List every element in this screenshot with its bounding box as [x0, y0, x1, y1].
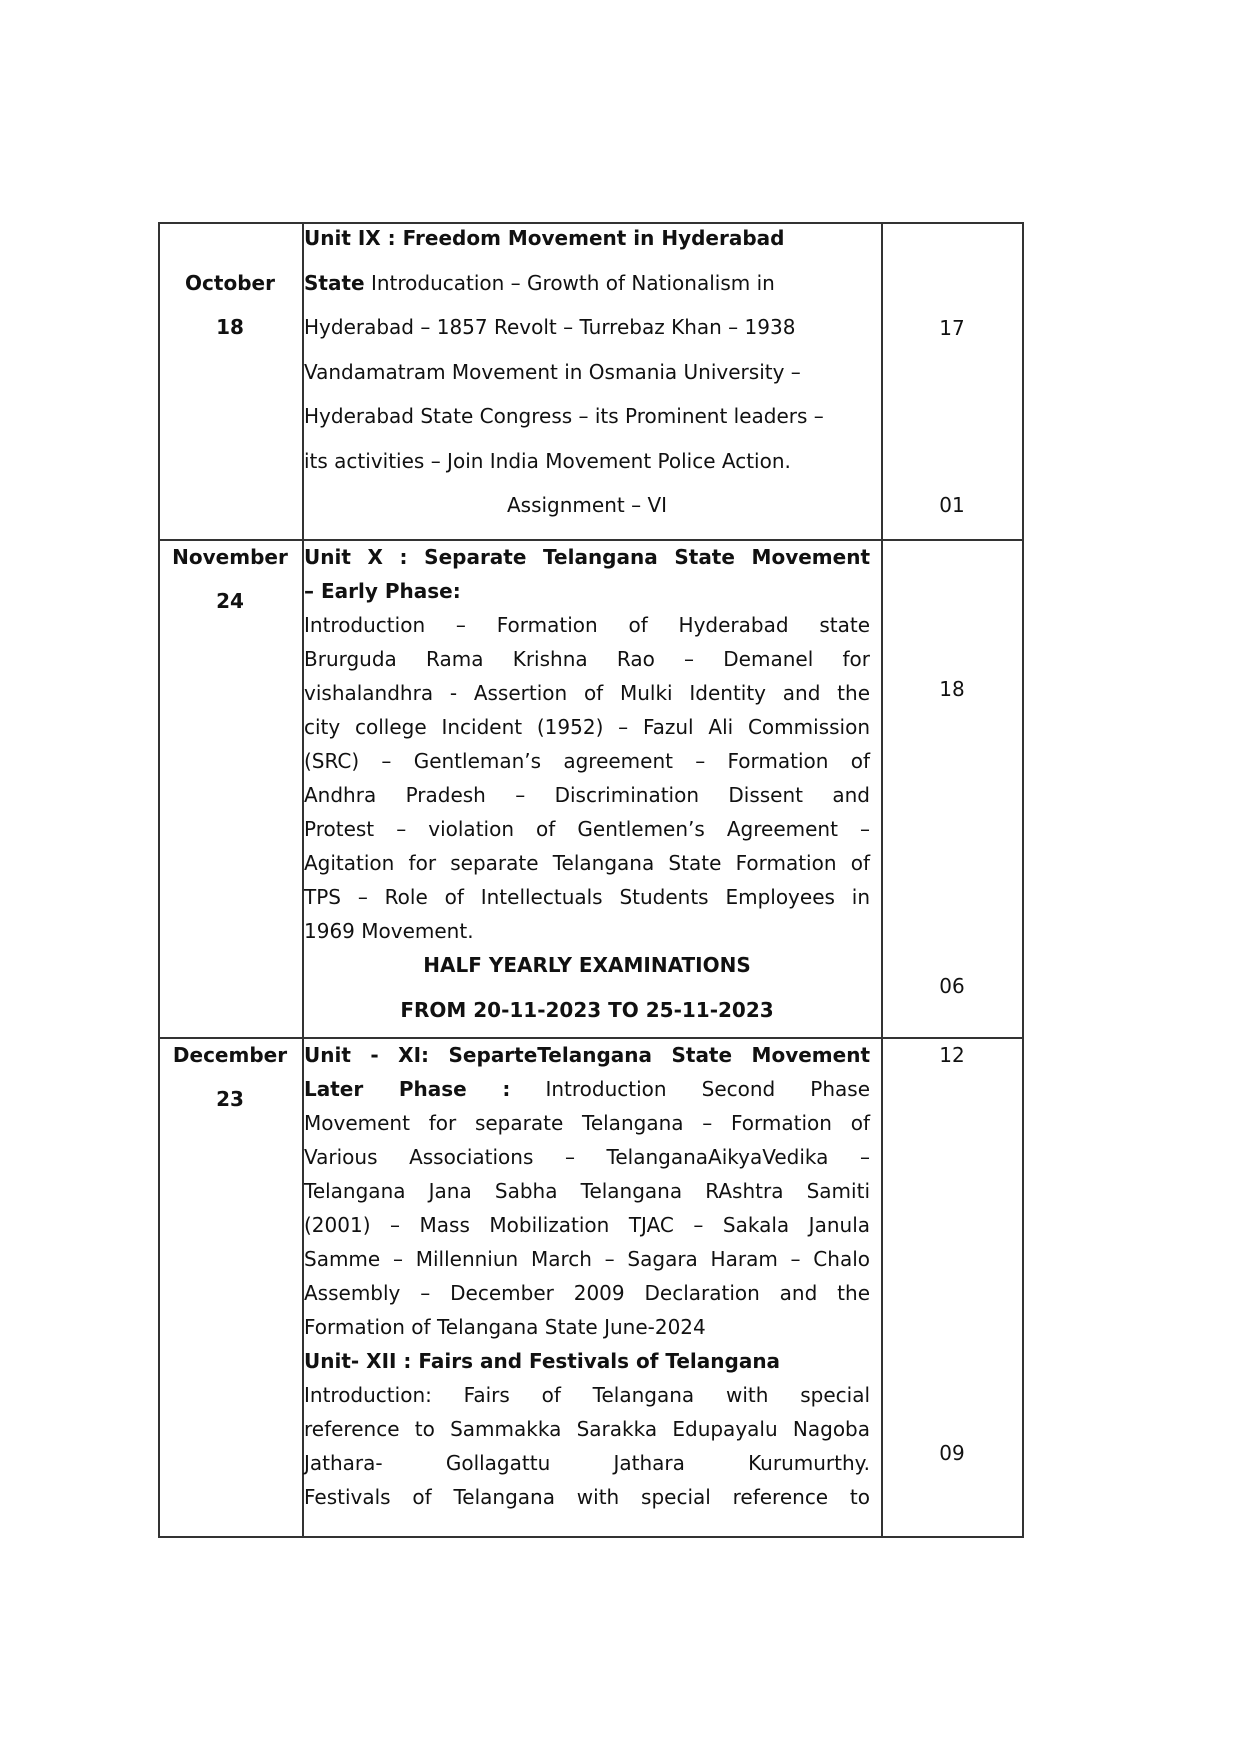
month-cell [158, 1043, 302, 1111]
exam-notice [304, 943, 870, 1033]
line-text: Introduction – Formation of Hyderabad state [304, 613, 870, 637]
content-line [304, 574, 870, 608]
content-line [304, 1106, 870, 1140]
line-text: Andhra Pradesh – Discrimination Dissent and [304, 783, 870, 807]
line-text: Hyderabad – 1857 Revolt – Turrebaz Khan – 1938 [304, 315, 796, 339]
content-line [304, 744, 870, 778]
line-text: Formation of Telangana State June-2024 [304, 1315, 706, 1339]
line-text: Telangana Jana Sabha Telangana RAshtra Samiti [304, 1179, 870, 1203]
bold-heading: Unit IX : Freedom Movement in Hyderabad [304, 226, 785, 250]
line-text: TPS – Role of Intellectuals Students Employees in [304, 885, 870, 909]
content-line [304, 540, 870, 574]
content-line [304, 261, 870, 306]
content-line [304, 1310, 870, 1344]
content-line [304, 880, 870, 914]
line-text: its activities – Join India Movement Police Action. [304, 448, 791, 473]
exam-title: HALF YEARLY EXAMINATIONS [423, 953, 751, 977]
content-line [304, 1208, 870, 1242]
bold-heading: Unit - XI: SeparteTelangana State Movement [304, 1043, 870, 1067]
month-cell [158, 545, 302, 613]
assignment-label: Assignment – VI [506, 493, 668, 517]
month-count: 24 [216, 589, 244, 613]
unit-content [304, 540, 870, 948]
line-text: Introduction Second Phase [510, 1077, 870, 1101]
content-line [304, 439, 870, 484]
line-text: Assembly – December 2009 Declaration and the [304, 1281, 870, 1305]
content-line [304, 1378, 870, 1412]
line-text: vishalandhra - Assertion of Mulki Identity and the [304, 681, 870, 705]
period-count: 01 [939, 493, 965, 517]
month-name: November [172, 545, 288, 569]
content-line [304, 812, 870, 846]
content-line [304, 1276, 870, 1310]
line-text: Brurguda Rama Krishna Rao – Demanel for [304, 647, 870, 671]
content-line [304, 394, 870, 439]
content-line [304, 1038, 870, 1072]
month-name: December [172, 1043, 288, 1067]
content-line [304, 676, 870, 710]
content-line [304, 1446, 870, 1480]
content-line [304, 710, 870, 744]
line-text: Introducation – Growth of Nationalism in [364, 270, 775, 295]
line-text: Jathara- Gollagattu Jathara Kurumurthy. [304, 1451, 870, 1475]
period-count: 17 [939, 316, 965, 340]
table-border [158, 1536, 1024, 1538]
content-line [304, 1480, 870, 1514]
line-text: Samme – Millenniun March – Sagara Haram – Chalo [304, 1247, 870, 1271]
line-text: Various Associations – TelanganaAikyaVedika – [304, 1145, 870, 1169]
content-line [304, 1344, 870, 1378]
line-text: (SRC) – Gentleman’s agreement – Formation of [304, 749, 870, 773]
line-text: Festivals of Telangana with special reference to [304, 1485, 870, 1509]
bold-heading: Unit- XII : Fairs and Festivals of Telangana [304, 1349, 781, 1373]
line-text: reference to Sammakka Sarakka Edupayalu Nagoba [304, 1417, 870, 1441]
content-line [304, 1242, 870, 1276]
line-text: Movement for separate Telangana – Formation of [304, 1111, 870, 1135]
content-line [304, 350, 870, 395]
period-count: 09 [939, 1441, 965, 1465]
bold-heading: State [304, 270, 365, 295]
content-line [304, 642, 870, 676]
bold-heading: – Early Phase: [304, 579, 461, 603]
month-count: 18 [216, 315, 244, 339]
content-line [304, 778, 870, 812]
bold-heading: Unit X : Separate Telangana State Movement [304, 545, 870, 569]
period-count: 12 [939, 1043, 965, 1067]
content-line [304, 305, 870, 350]
content-line [304, 1174, 870, 1208]
line-text: Hyderabad State Congress – its Prominent leaders – [304, 404, 824, 428]
line-text: Vandamatram Movement in Osmania University – [304, 359, 801, 384]
content-line [304, 1412, 870, 1446]
content-line [304, 608, 870, 642]
month-name: October [185, 270, 275, 295]
table-border [1022, 222, 1024, 1537]
content-line [304, 216, 870, 261]
content-line [304, 846, 870, 880]
line-text: Introduction: Fairs of Telangana with special [304, 1383, 870, 1407]
period-count: 18 [939, 677, 965, 701]
bold-heading: Later Phase : [304, 1077, 511, 1101]
unit-content [304, 1038, 870, 1514]
content-line [304, 1140, 870, 1174]
line-text: (2001) – Mass Mobilization TJAC – Sakala Janula [304, 1213, 870, 1237]
line-text: Agitation for separate Telangana State Formation of [304, 851, 870, 875]
line-text: 1969 Movement. [304, 919, 474, 943]
table-border [881, 222, 883, 1537]
exam-dates: FROM 20-11-2023 TO 25-11-2023 [400, 998, 774, 1022]
content-line [304, 1072, 870, 1106]
line-text: city college Incident (1952) – Fazul Ali Commission [304, 715, 870, 739]
line-text: Protest – violation of Gentlemen’s Agreement – [304, 817, 870, 841]
month-cell [158, 216, 302, 350]
month-count: 23 [216, 1087, 244, 1111]
period-count: 06 [939, 974, 965, 998]
unit-content [304, 216, 870, 483]
table-border [158, 222, 160, 1537]
